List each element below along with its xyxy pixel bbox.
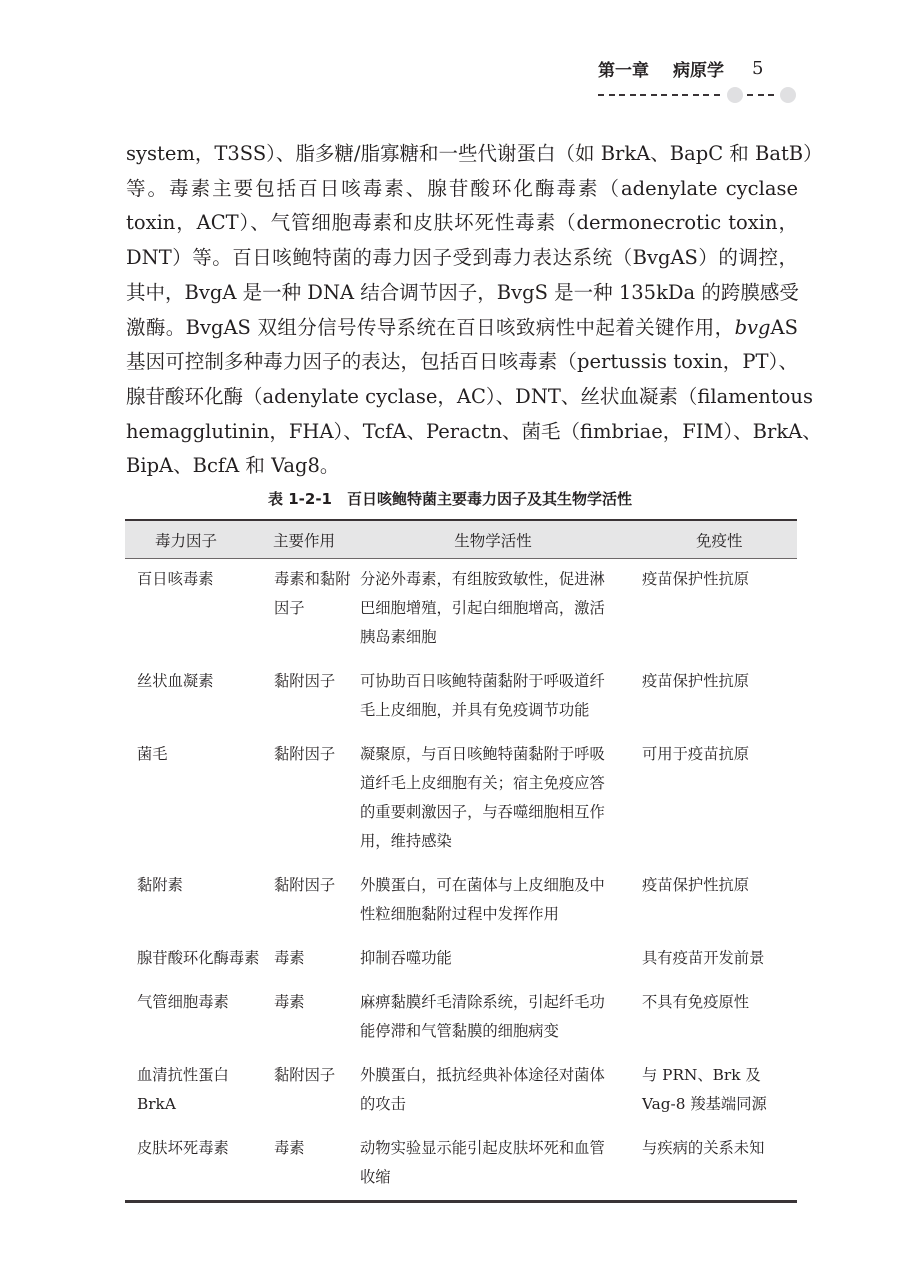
table-header-row (125, 520, 797, 559)
body-paragraph (126, 137, 823, 484)
cell-immunity: 疫苗保护性抗原 (642, 672, 750, 690)
cell-immunity: 与疾病的关系未知 (633, 1128, 797, 1202)
dash-segment (747, 94, 753, 96)
cell-immunity: 不具有免疫原性 (642, 993, 750, 1011)
cell-role: 黏附因子 (274, 672, 336, 690)
dash-segment (758, 94, 764, 96)
cell-factor: 气管细胞毒素 (137, 993, 229, 1011)
cell-immunity: 可用于疫苗抗原 (642, 745, 750, 763)
cell-activity: 分泌外毒素，有组胺致敏性，促进淋巴细胞增殖，引起白细胞增高，激活胰岛素细胞 (360, 570, 605, 646)
dot-icon (727, 87, 743, 103)
dash-segment (661, 94, 667, 96)
cell-immunity: 疫苗保护性抗原 (642, 570, 750, 588)
header-activity: 生物学活性 (353, 520, 633, 559)
cell-role: 毒素和黏附因子 (274, 570, 351, 617)
dash-segment (714, 94, 720, 96)
cell-factor: 菌毛 (137, 745, 168, 763)
cell-role: 黏附因子 (274, 745, 336, 763)
dash-segment (619, 94, 625, 96)
body-line: 其中，BvgA 是一种 DNA 结合调节因子，BvgS 是一种 135kDa 的跨膜感受 (126, 280, 799, 304)
cell-factor: 皮肤坏死毒素 (125, 1128, 260, 1202)
table-row (125, 938, 797, 982)
body-line: system，T3SS）、脂多糖/脂寡糖和一些代谢蛋白（如 BrkA、BapC 和 BatB） (126, 142, 823, 165)
cell-role: 黏附因子 (274, 1066, 336, 1084)
cell-immunity: 与 PRN、Brk 及 Vag-8 羧基端同源 (642, 1066, 767, 1113)
dot-icon (780, 87, 796, 103)
dash-segment (768, 94, 774, 96)
dash-segment (682, 94, 688, 96)
decorative-dash-rule (590, 87, 800, 103)
section-label: 病原学 (673, 61, 724, 81)
cell-activity: 麻痹黏膜纤毛清除系统，引起纤毛功能停滞和气管黏膜的细胞病变 (360, 993, 605, 1040)
cell-activity: 可协助百日咳鲍特菌黏附于呼吸道纤毛上皮细胞，并具有免疫调节功能 (360, 672, 605, 719)
body-line: DNT）等。百日咳鲍特菌的毒力因子受到毒力表达系统（BvgAS）的调控， (126, 246, 798, 270)
dash-segment (598, 94, 604, 96)
body-line: 腺苷酸环化酶（adenylate cyclase，AC）、DNT、丝状血凝素（filamentous (126, 384, 813, 408)
cell-activity: 抑制吞噬功能 (360, 949, 452, 967)
table-row (125, 661, 797, 734)
table-row (125, 1055, 797, 1128)
table-row (125, 865, 797, 938)
dash-segment (651, 94, 657, 96)
header-factor: 毒力因子 (125, 520, 260, 559)
cell-factor: 黏附素 (137, 876, 183, 894)
cell-role: 毒素 (274, 993, 305, 1011)
cell-activity: 动物实验显示能引起皮肤坏死和血管收缩 (353, 1128, 633, 1202)
cell-immunity: 疫苗保护性抗原 (642, 876, 750, 894)
cell-activity: 外膜蛋白，可在菌体与上皮细胞及中性粒细胞黏附过程中发挥作用 (360, 876, 605, 923)
table-row (125, 734, 797, 865)
body-line: 等。毒素主要包括百日咳毒素、腺苷酸环化酶毒素（adenylate cyclase (126, 176, 798, 200)
cell-factor: 血清抗性蛋白 BrkA (137, 1066, 229, 1113)
cell-activity: 外膜蛋白，抵抗经典补体途径对菌体的攻击 (360, 1066, 605, 1113)
table-row (125, 1128, 797, 1202)
page-number: 5 (752, 58, 764, 79)
cell-factor: 百日咳毒素 (137, 570, 214, 588)
dash-segment (672, 94, 678, 96)
header-role: 主要作用 (260, 520, 353, 559)
body-line: BipA、BcfA 和 Vag8。 (126, 454, 340, 478)
chapter-label: 第一章 (598, 61, 649, 81)
cell-factor: 腺苷酸环化酶毒素 (137, 949, 260, 967)
table-row (125, 982, 797, 1055)
dash-segment (640, 94, 646, 96)
table-row (125, 559, 797, 662)
virulence-factor-table (125, 519, 797, 1203)
body-line: toxin，ACT）、气管细胞毒素和皮肤坏死性毒素（dermonecrotic toxin， (126, 211, 798, 235)
cell-role: 毒素 (260, 1128, 353, 1202)
cell-role: 毒素 (274, 949, 305, 967)
body-line: hemagglutinin，FHA）、TcfA、Peractn、菌毛（fimbriae，FIM）、BrkA、 (126, 419, 822, 443)
body-line: 激酶。BvgAS 双组分信号传导系统在百日咳致病性中起着关键作用，bvgAS (126, 315, 798, 339)
cell-activity: 凝聚原，与百日咳鲍特菌黏附于呼吸道纤毛上皮细胞有关；宿主免疫应答的重要刺激因子，与吞噬细胞相互作用，维持感染 (360, 745, 605, 850)
running-head (598, 56, 778, 81)
dash-segment (609, 94, 615, 96)
dash-segment (693, 94, 699, 96)
table-caption: 表 1-2-1 百日咳鲍特菌主要毒力因子及其生物学活性 (268, 490, 632, 508)
header-immunity: 免疫性 (633, 520, 797, 559)
cell-immunity: 具有疫苗开发前景 (642, 949, 765, 967)
cell-factor: 丝状血凝素 (137, 672, 214, 690)
dash-segment (703, 94, 709, 96)
dash-segment (630, 94, 636, 96)
cell-role: 黏附因子 (274, 876, 336, 894)
body-line: 基因可控制多种毒力因子的表达，包括百日咳毒素（pertussis toxin，PT）、 (126, 350, 798, 374)
